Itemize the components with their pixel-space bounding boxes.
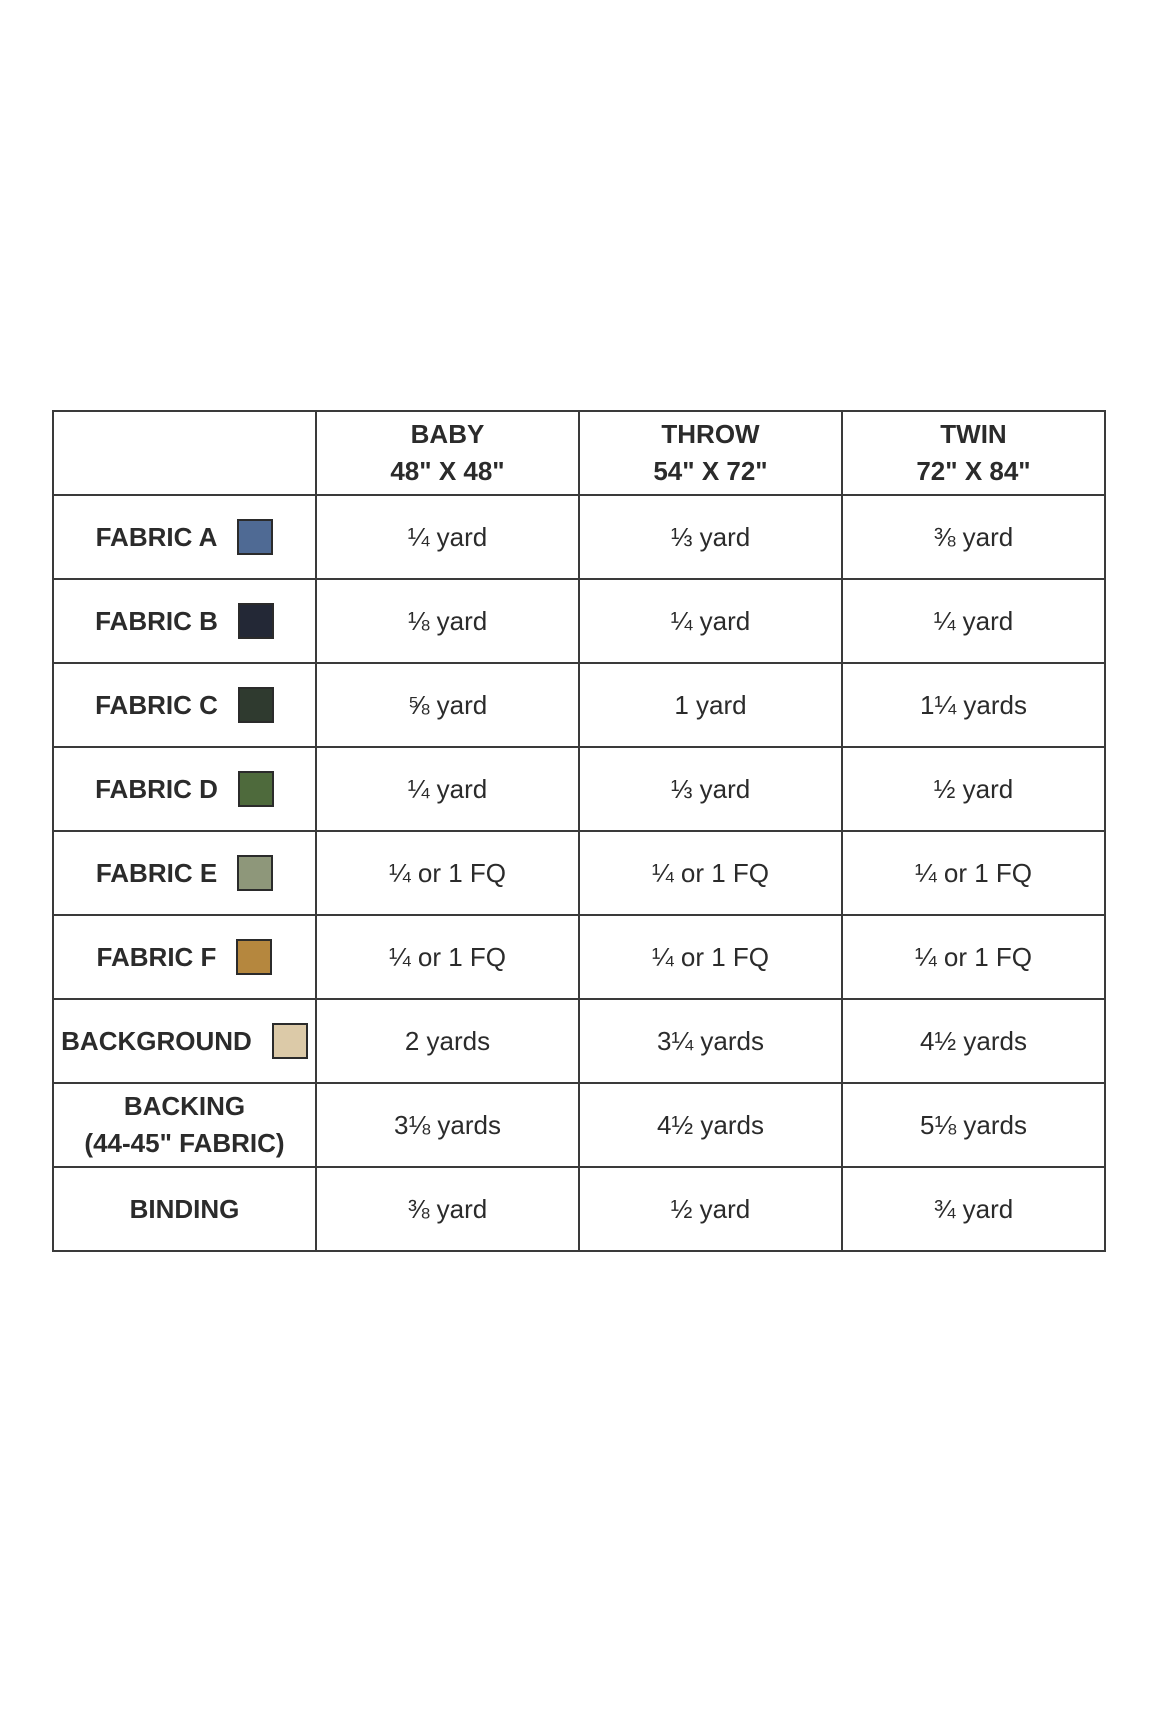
row-label-group bbox=[61, 1023, 308, 1060]
yardage-cell: ¼ or 1 FQ bbox=[842, 915, 1105, 999]
row-label-cell bbox=[53, 663, 316, 747]
yardage-cell: ¼ yard bbox=[579, 579, 842, 663]
yardage-cell: ¼ or 1 FQ bbox=[316, 915, 579, 999]
row-label-cell bbox=[53, 1167, 316, 1251]
fabric-requirements-table bbox=[52, 410, 1106, 1252]
color-swatch bbox=[237, 519, 273, 555]
row-label-text bbox=[95, 603, 218, 640]
row-label-group bbox=[95, 687, 274, 724]
row-label-group bbox=[95, 771, 274, 808]
yardage-cell: ¼ yard bbox=[316, 495, 579, 579]
row-label: FABRIC B bbox=[95, 605, 218, 636]
color-swatch bbox=[238, 603, 274, 639]
row-label-text bbox=[95, 687, 218, 724]
color-swatch bbox=[236, 939, 272, 975]
row-label-text bbox=[97, 939, 217, 976]
row-label: FABRIC E bbox=[95, 857, 218, 888]
yardage-cell: 4½ yards bbox=[842, 999, 1105, 1083]
color-swatch bbox=[237, 855, 273, 891]
row-label: BACKGROUND bbox=[61, 1025, 252, 1056]
yardage-cell: ⅜ yard bbox=[316, 1167, 579, 1251]
column-name: THROW bbox=[661, 419, 760, 449]
yardage-cell: ⅛ yard bbox=[316, 579, 579, 663]
column-header-throw bbox=[579, 411, 842, 495]
column-name: BABY bbox=[410, 419, 485, 449]
column-size: 54" X 72" bbox=[653, 456, 768, 486]
yardage-cell: ⅜ yard bbox=[842, 495, 1105, 579]
row-label-group bbox=[97, 939, 273, 976]
row-label: FABRIC F bbox=[96, 941, 217, 972]
row-label-cell bbox=[53, 999, 316, 1083]
yardage-cell: ⅓ yard bbox=[579, 747, 842, 831]
yardage-cell: ¼ or 1 FQ bbox=[579, 915, 842, 999]
yardage-cell: 5⅛ yards bbox=[842, 1083, 1105, 1167]
row-label-text bbox=[130, 1191, 240, 1228]
yardage-cell: ½ yard bbox=[842, 747, 1105, 831]
yardage-cell: ¼ or 1 FQ bbox=[316, 831, 579, 915]
row-label-cell bbox=[53, 747, 316, 831]
corner-cell bbox=[53, 411, 316, 495]
row-label-group bbox=[84, 1088, 284, 1162]
yardage-cell: 1 yard bbox=[579, 663, 842, 747]
row-label: FABRIC C bbox=[95, 689, 218, 720]
yardage-cell: ½ yard bbox=[579, 1167, 842, 1251]
color-swatch bbox=[238, 687, 274, 723]
table-row bbox=[53, 495, 1105, 579]
row-label-cell bbox=[53, 579, 316, 663]
column-size: 48" X 48" bbox=[390, 456, 505, 486]
row-label: BACKING bbox=[123, 1091, 246, 1121]
row-label-text bbox=[96, 519, 218, 556]
yardage-cell: ¼ yard bbox=[316, 747, 579, 831]
row-label-text bbox=[61, 1023, 252, 1060]
row-label-group bbox=[130, 1191, 240, 1228]
table-row bbox=[53, 579, 1105, 663]
color-swatch bbox=[272, 1023, 308, 1059]
column-size: 72" X 84" bbox=[916, 456, 1031, 486]
yardage-cell: ¾ yard bbox=[842, 1167, 1105, 1251]
row-label: BINDING bbox=[129, 1193, 240, 1224]
row-label: FABRIC A bbox=[95, 521, 218, 552]
column-header-twin bbox=[842, 411, 1105, 495]
yardage-cell: ⅓ yard bbox=[579, 495, 842, 579]
header-row bbox=[53, 411, 1105, 495]
table-row bbox=[53, 1167, 1105, 1251]
yardage-cell: ⅝ yard bbox=[316, 663, 579, 747]
column-name: TWIN bbox=[940, 419, 1007, 449]
yardage-cell: ¼ yard bbox=[842, 579, 1105, 663]
row-label: FABRIC D bbox=[95, 773, 218, 804]
row-label-group bbox=[95, 603, 274, 640]
table-row bbox=[53, 915, 1105, 999]
row-label-group bbox=[96, 855, 273, 892]
yardage-cell: 2 yards bbox=[316, 999, 579, 1083]
row-label-cell bbox=[53, 1083, 316, 1167]
table-row bbox=[53, 999, 1105, 1083]
row-label-cell bbox=[53, 495, 316, 579]
row-label-sub: (44-45" FABRIC) bbox=[84, 1128, 285, 1158]
yardage-cell: ¼ or 1 FQ bbox=[579, 831, 842, 915]
yardage-cell: 3¼ yards bbox=[579, 999, 842, 1083]
row-label-cell bbox=[53, 915, 316, 999]
table-row bbox=[53, 663, 1105, 747]
table-row bbox=[53, 1083, 1105, 1167]
yardage-cell: ¼ or 1 FQ bbox=[842, 831, 1105, 915]
row-label-text bbox=[96, 855, 217, 892]
yardage-cell: 1¼ yards bbox=[842, 663, 1105, 747]
fabric-requirements-table-wrap bbox=[52, 410, 1106, 1252]
yardage-cell: 4½ yards bbox=[579, 1083, 842, 1167]
yardage-cell: 3⅛ yards bbox=[316, 1083, 579, 1167]
row-label-text bbox=[84, 1088, 284, 1162]
table-row bbox=[53, 747, 1105, 831]
row-label-group bbox=[96, 519, 274, 556]
row-label-text bbox=[95, 771, 218, 808]
column-header-baby bbox=[316, 411, 579, 495]
row-label-cell bbox=[53, 831, 316, 915]
table-row bbox=[53, 831, 1105, 915]
color-swatch bbox=[238, 771, 274, 807]
